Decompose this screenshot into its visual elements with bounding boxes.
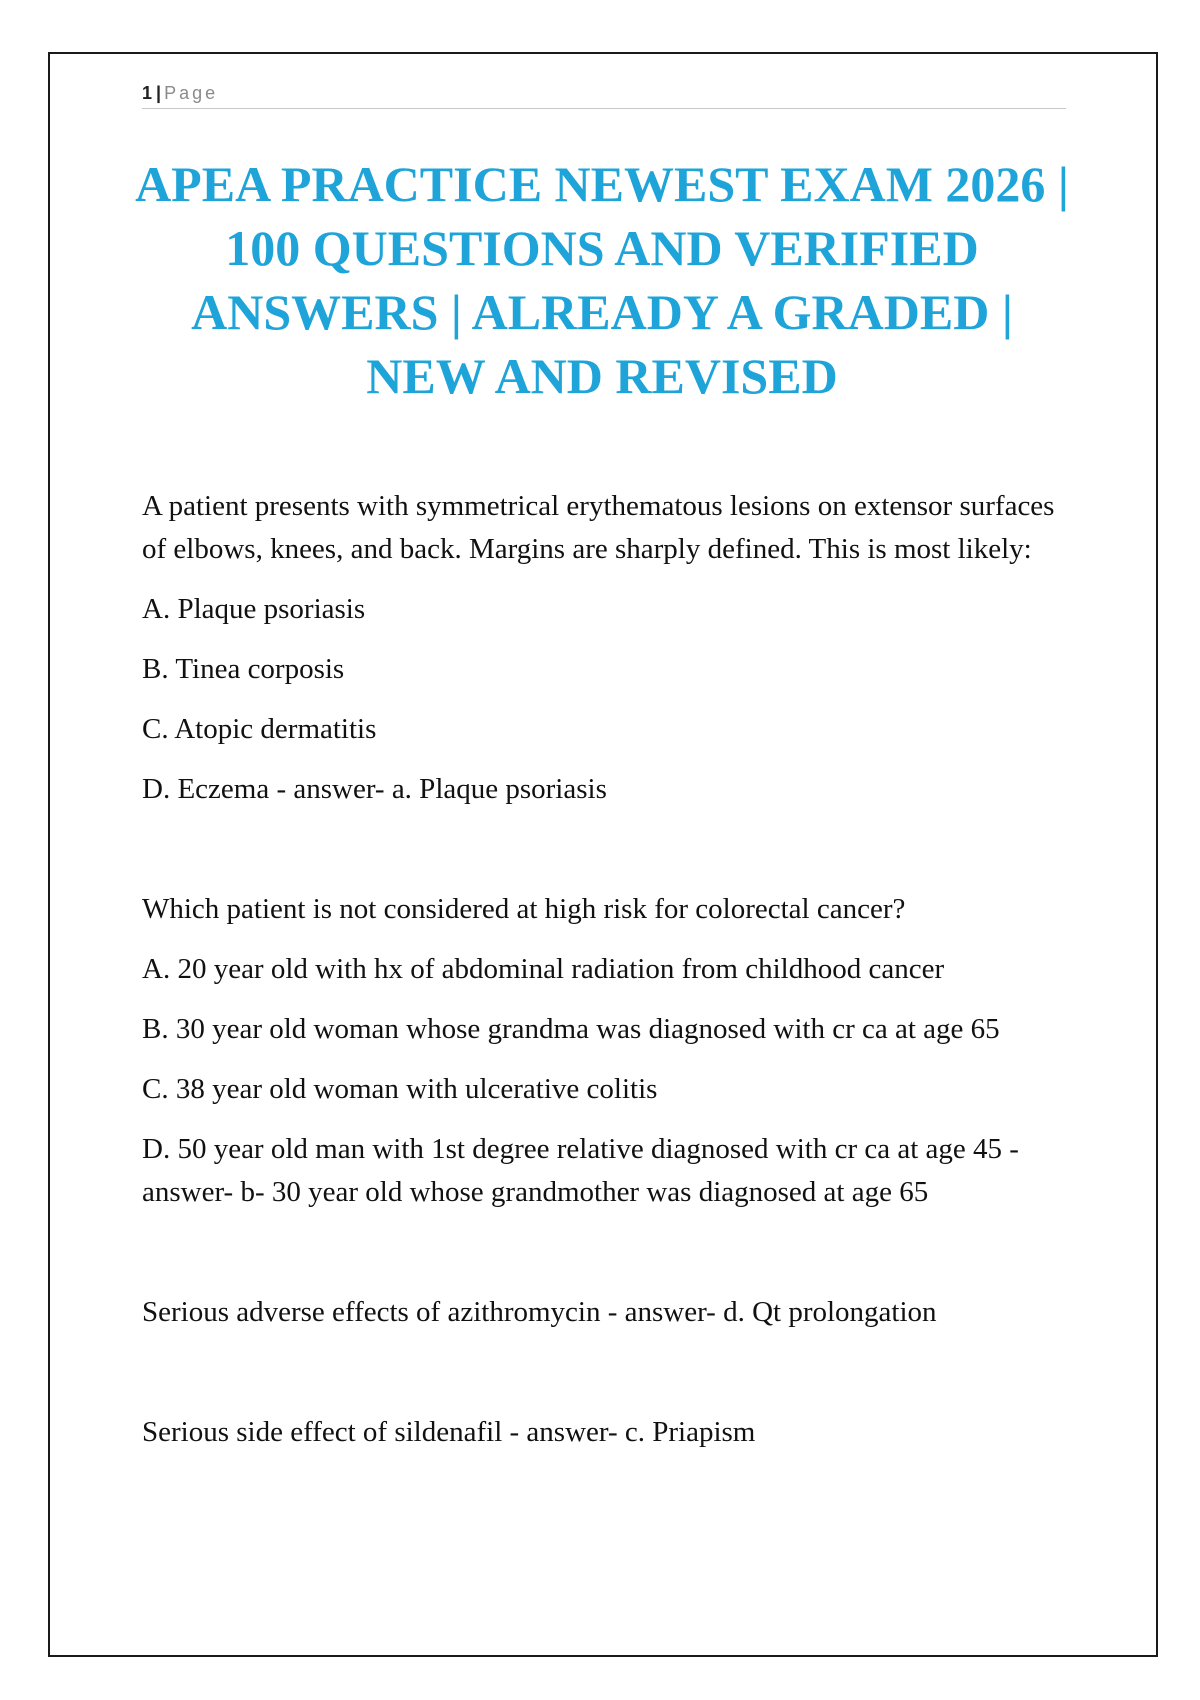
answer-option: A. 20 year old with hx of abdominal radiation from childhood cancer (142, 953, 945, 985)
document-title: APEA PRACTICE NEWEST EXAM 2026 | 100 QUESTIONS AND VERIFIED ANSWERS | ALREADY A GRADED | NEW AND REVISED (135, 156, 1069, 404)
answer-option: D. 50 year old man with 1st degree relative diagnosed with cr ca at age 45 - answer- b- 30 year old whose grandmother was diagnosed at age 65 (142, 1133, 1019, 1208)
question-stem: A patient presents with symmetrical erythematous lesions on extensor surfaces of elbows, knees, and back. Margins are sharply defined. This is most likely: (142, 490, 1055, 565)
question-block (142, 1291, 1072, 1334)
question-block (142, 1411, 1072, 1454)
question-stem: Which patient is not considered at high risk for colorectal cancer? (142, 893, 906, 925)
page-separator: | (156, 83, 162, 103)
answer-option: D. Eczema - answer- a. Plaque psoriasis (142, 773, 607, 805)
answer-option: B. Tinea corposis (142, 653, 345, 685)
answer-option: C. 38 year old woman with ulcerative colitis (142, 1073, 658, 1105)
document-body (142, 485, 1072, 1471)
page-label: Page (164, 83, 219, 103)
spacer (142, 1351, 1072, 1411)
question-block (142, 485, 1072, 811)
page-number: 1 (142, 83, 153, 103)
answer-option: A. Plaque psoriasis (142, 593, 366, 625)
spacer (142, 828, 1072, 888)
question-block (142, 888, 1072, 1214)
answer-option: C. Atopic dermatitis (142, 713, 377, 745)
answer-option: B. 30 year old woman whose grandma was diagnosed with cr ca at age 65 (142, 1013, 1000, 1045)
question-stem: Serious side effect of sildenafil - answer- c. Priapism (142, 1416, 756, 1448)
spacer (142, 1231, 1072, 1291)
question-stem: Serious adverse effects of azithromycin - answer- d. Qt prolongation (142, 1296, 937, 1328)
page-header (142, 80, 1066, 109)
